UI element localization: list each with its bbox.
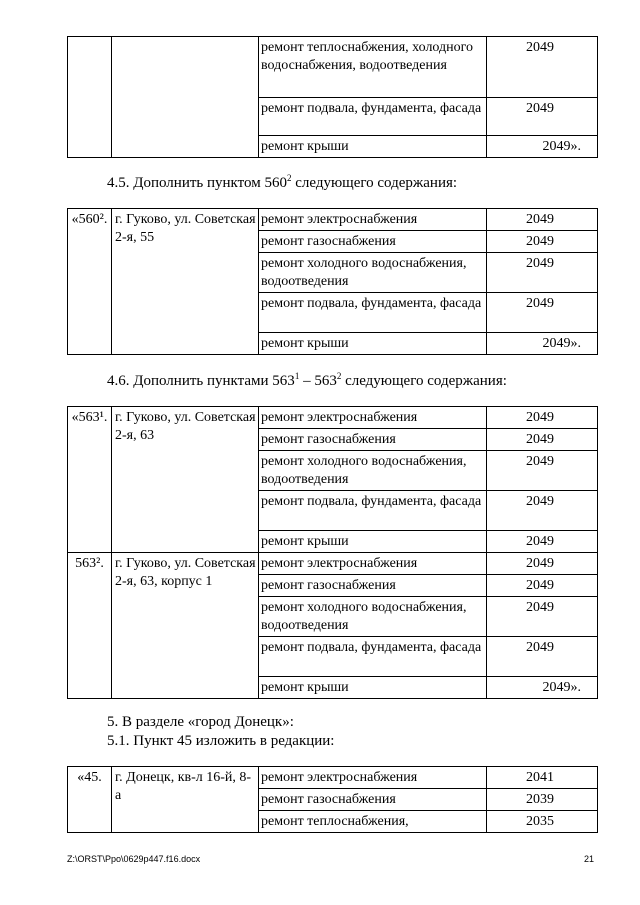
para-sup: 2 — [336, 371, 342, 381]
para-text: – 563 — [299, 373, 337, 389]
work-cell: ремонт крыши — [259, 531, 487, 553]
work-cell: ремонт электроснабжения — [259, 407, 487, 429]
address-cell: г. Гуково, ул. Советская 2-я, 63 — [112, 407, 259, 553]
table-563 — [67, 406, 598, 699]
work-cell: ремонт подвала, фундамента, фасада — [259, 293, 487, 333]
year-cell: 2049». — [487, 136, 598, 158]
paragraph-4-5 — [107, 174, 457, 193]
num-cell: «45. — [68, 767, 112, 833]
year-cell: 2049 — [487, 553, 598, 575]
table-row — [68, 37, 598, 98]
work-cell: ремонт теплоснабжения, — [259, 811, 487, 833]
para-text: 4.6. Дополнить пунктами 563 — [107, 373, 295, 389]
num-cell: «563¹. — [68, 407, 112, 553]
work-cell: ремонт холодного водоснабжения, водоотведения — [259, 253, 487, 293]
num-cell: «560². — [68, 209, 112, 355]
year-cell: 2049 — [487, 293, 598, 333]
para-sup: 2 — [286, 173, 292, 183]
year-cell: 2041 — [487, 767, 598, 789]
num-cell — [68, 37, 112, 158]
work-cell: ремонт теплоснабжения, холодного водоснабжения, водоотведения — [259, 37, 487, 98]
year-cell: 2049 — [487, 597, 598, 637]
footer-file-path: Z:\ORST\Ppo\0629p447.f16.docx — [67, 854, 201, 864]
para-text: следующего содержания: — [291, 175, 458, 191]
work-cell: ремонт подвала, фундамента, фасада — [259, 98, 487, 136]
year-cell: 2049 — [487, 253, 598, 293]
paragraph-5-1: 5.1. Пункт 45 изложить в редакции: — [107, 733, 335, 749]
year-cell: 2049 — [487, 407, 598, 429]
num-cell: 563². — [68, 553, 112, 699]
table-row — [68, 209, 598, 231]
year-cell: 2049». — [487, 333, 598, 355]
paragraph-5: 5. В разделе «город Донецк»: — [107, 714, 294, 730]
table-560-2 — [67, 208, 598, 355]
work-cell: ремонт газоснабжения — [259, 429, 487, 451]
paragraph-4-6 — [107, 372, 507, 391]
work-cell: ремонт электроснабжения — [259, 209, 487, 231]
address-cell: г. Гуково, ул. Советская 2-я, 55 — [112, 209, 259, 355]
work-cell: ремонт электроснабжения — [259, 767, 487, 789]
year-cell: 2049 — [487, 37, 598, 98]
table-row — [68, 407, 598, 429]
para-text: 4.5. Дополнить пунктом 560 — [107, 175, 287, 191]
year-cell: 2035 — [487, 811, 598, 833]
table-row — [68, 767, 598, 789]
address-cell — [112, 37, 259, 158]
year-cell: 2049». — [487, 677, 598, 699]
work-cell: ремонт крыши — [259, 333, 487, 355]
address-cell: г. Донецк, кв-л 16-й, 8-а — [112, 767, 259, 833]
footer-page-number: 21 — [583, 854, 594, 864]
year-cell: 2049 — [487, 531, 598, 553]
year-cell: 2049 — [487, 429, 598, 451]
work-cell: ремонт крыши — [259, 136, 487, 158]
work-cell: ремонт газоснабжения — [259, 575, 487, 597]
year-cell: 2049 — [487, 637, 598, 677]
year-cell: 2049 — [487, 491, 598, 531]
table-45 — [67, 766, 598, 833]
work-cell: ремонт газоснабжения — [259, 231, 487, 253]
table-continuation — [67, 36, 598, 158]
year-cell: 2049 — [487, 451, 598, 491]
para-text: следующего содержания: — [341, 373, 507, 389]
address-cell: г. Гуково, ул. Советская 2-я, 63, корпус 1 — [112, 553, 259, 699]
para-sup: 1 — [294, 371, 300, 381]
table-row — [68, 553, 598, 575]
year-cell: 2049 — [487, 209, 598, 231]
work-cell: ремонт крыши — [259, 677, 487, 699]
work-cell: ремонт подвала, фундамента, фасада — [259, 491, 487, 531]
year-cell: 2039 — [487, 789, 598, 811]
work-cell: ремонт электроснабжения — [259, 553, 487, 575]
work-cell: ремонт газоснабжения — [259, 789, 487, 811]
work-cell: ремонт подвала, фундамента, фасада — [259, 637, 487, 677]
work-cell: ремонт холодного водоснабжения, водоотведения — [259, 451, 487, 491]
year-cell: 2049 — [487, 231, 598, 253]
year-cell: 2049 — [487, 575, 598, 597]
work-cell: ремонт холодного водоснабжения, водоотведения — [259, 597, 487, 637]
year-cell: 2049 — [487, 98, 598, 136]
